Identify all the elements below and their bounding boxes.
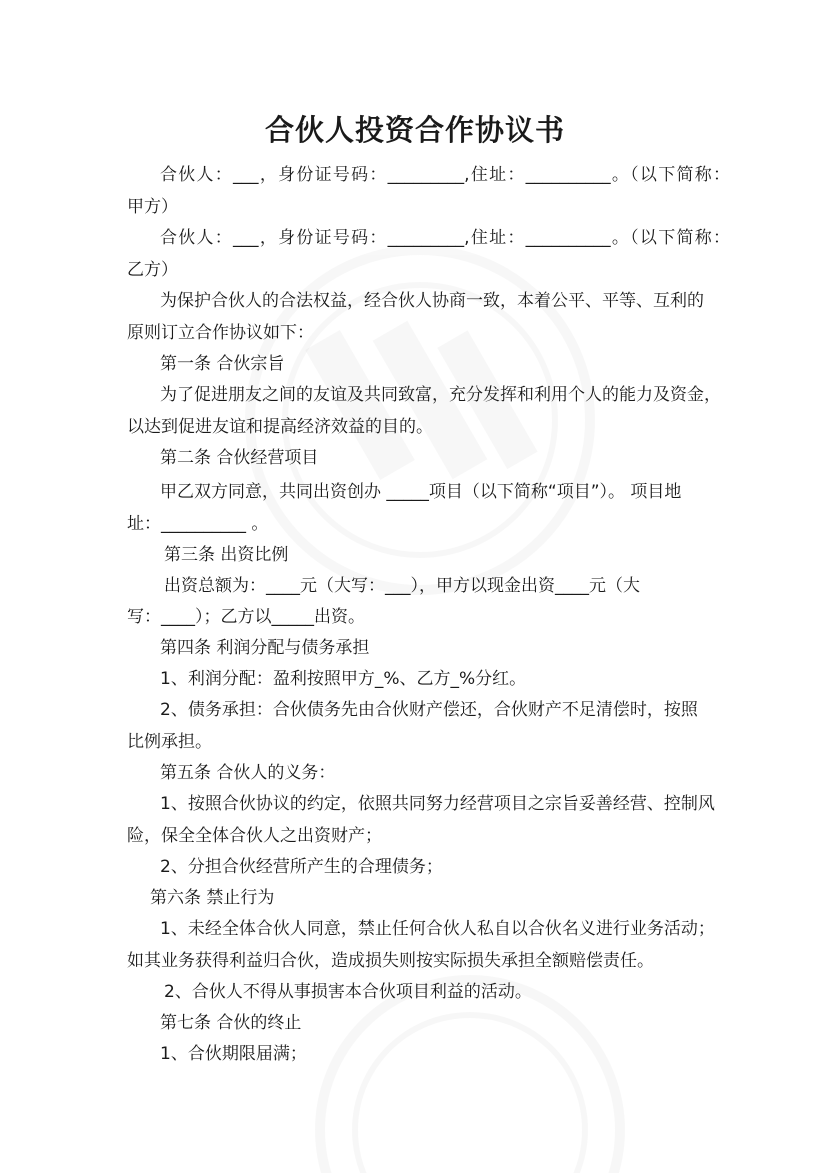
document-title: 合伙人投资合作协议书	[264, 113, 565, 147]
section-heading: 第六条 禁止行为	[150, 888, 275, 908]
paragraph-line: 为了促进朋友之间的友谊及共同致富，充分发挥和利用个人的能力及资金，	[160, 385, 721, 405]
paragraph-line: 1、合伙期限届满；	[160, 1044, 307, 1064]
paragraph-line: 以达到促进友谊和提高经济效益的目的。	[127, 417, 433, 437]
paragraph-line: 乙方）	[127, 260, 178, 280]
paragraph-line: 1、利润分配：盈利按照甲方_%、乙方_%分红。	[160, 669, 527, 689]
section-heading: 第一条 合伙宗旨	[160, 354, 285, 374]
paragraph-line: 2、债务承担：合伙债务先由合伙财产偿还，合伙财产不足清偿时，按照	[160, 700, 698, 720]
section-heading: 第二条 合伙经营项目	[160, 448, 319, 468]
paragraph-line: 如其业务获得利益归合伙，造成损失则按实际损失承担全额赔偿责任。	[127, 951, 654, 971]
paragraph-line: 址：__________ 。	[127, 514, 269, 534]
paragraph-line: 2、分担合伙经营所产生的合理债务；	[160, 857, 443, 877]
paragraph-line: 合伙人：___，身份证号码：_________,住址：__________。（以下简称：	[160, 165, 730, 185]
paragraph-line: 比例承担。	[127, 732, 212, 752]
paragraph-line: 写：____）；乙方以_____出资。	[127, 607, 365, 627]
paragraph-line: 甲方）	[127, 197, 178, 217]
paragraph-line: 合伙人：___，身份证号码：_________,住址：__________。（以下简称：	[160, 228, 730, 248]
section-heading: 第五条 合伙人的义务：	[160, 763, 336, 783]
paragraph-line: 甲乙双方同意，共同出资创办 _____项目（以下简称“项目”）。 项目地	[160, 482, 682, 502]
paragraph-line: 出资总额为：____元（大写：___），甲方以现金出资____元（大	[164, 576, 640, 596]
paragraph-line: 原则订立合作协议如下：	[127, 323, 314, 343]
paragraph-line: 1、未经全体合伙人同意，禁止任何合伙人私自以合伙名义进行业务活动；	[160, 919, 715, 939]
paragraph-line: 险，保全全体合伙人之出资财产；	[127, 826, 382, 846]
section-heading: 第七条 合伙的终止	[160, 1013, 302, 1033]
paragraph-line: 为保护合伙人的合法权益，经合伙人协商一致，本着公平、平等、互利的	[160, 291, 704, 311]
paragraph-line: 2、合伙人不得从事损害本合伙项目利益的活动。	[164, 982, 532, 1002]
paragraph-line: 1、按照合伙协议的约定，依照共同努力经营项目之宗旨妥善经营、控制风	[160, 794, 715, 814]
section-heading: 第三条 出资比例	[164, 545, 289, 565]
section-heading: 第四条 利润分配与债务承担	[160, 638, 370, 658]
